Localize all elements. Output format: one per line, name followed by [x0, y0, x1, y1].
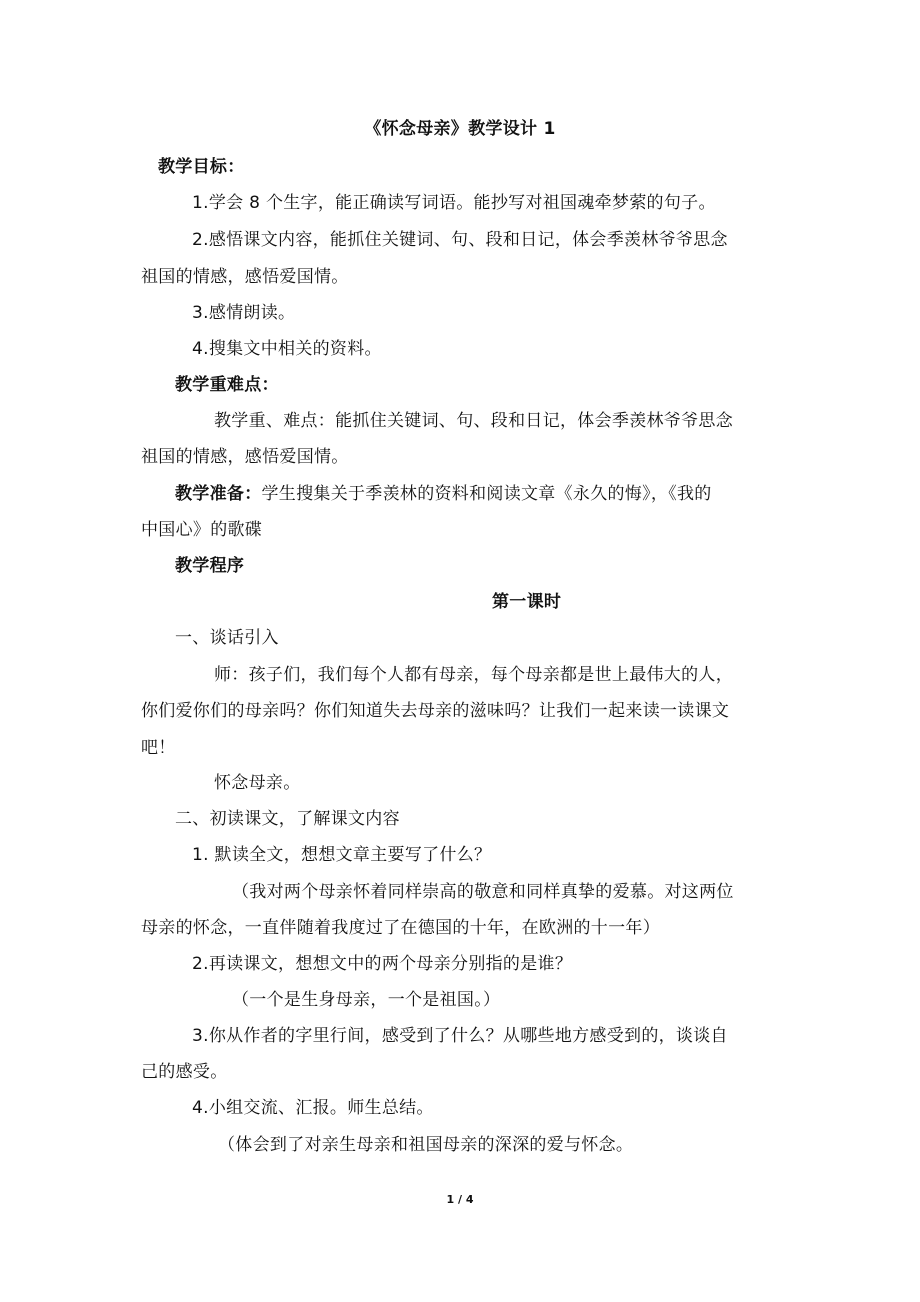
- page-number: 1 / 4: [446, 1193, 474, 1206]
- answer-1-line2: 母亲的怀念，一直伴随着我度过了在德国的十年，在欧洲的十一年）: [141, 918, 660, 938]
- step-3-line1: 3.你从作者的字里行间，感受到了什么？从哪些地方感受到的，谈谈自: [192, 1026, 728, 1046]
- key-points-line2: 祖国的情感，感悟爱国情。: [141, 447, 349, 467]
- lesson-heading: 第一课时: [492, 592, 562, 612]
- objective-4: 4.搜集文中相关的资料。: [192, 339, 382, 359]
- preparation-line1: [175, 483, 712, 505]
- teacher-line4: 怀念母亲。: [214, 773, 301, 793]
- answer-2: （一个是生身母亲，一个是祖国。）: [232, 990, 501, 1010]
- answer-4: （体会到了对亲生母亲和祖国母亲的深深的爱与怀念。: [218, 1135, 634, 1155]
- answer-1-line1: （我对两个母亲怀着同样崇高的敬意和同样真挚的爱慕。对这两位: [232, 882, 734, 902]
- objective-1: 1.学会 8 个生字，能正确读写词语。能抄写对祖国魂牵梦萦的句子。: [192, 193, 716, 213]
- step-2: 2.再读课文，想想文中的两个母亲分别指的是谁？: [192, 954, 573, 974]
- step-3-line2: 己的感受。: [141, 1062, 228, 1082]
- objective-2-line2: 祖国的情感，感悟爱国情。: [141, 267, 349, 287]
- objective-2-line1: 2.感悟课文内容，能抓住关键词、句、段和日记，体会季羡林爷爷思念: [192, 230, 728, 250]
- preparation-label: 教学准备：: [175, 484, 262, 504]
- preparation-line2: 中国心》的歌碟: [141, 520, 263, 540]
- preparation-text: 学生搜集关于季羡林的资料和阅读文章《永久的悔》，《我的: [261, 484, 712, 504]
- teacher-line1: 师：孩子们，我们每个人都有母亲，每个母亲都是世上最伟大的人，: [214, 665, 733, 685]
- step-1: 1. 默读全文，想想文章主要写了什么？: [192, 845, 492, 865]
- section-2-heading: 二、初读课文，了解课文内容: [175, 809, 400, 829]
- key-points-heading: 教学重难点：: [175, 375, 279, 395]
- document-title: 《怀念母亲》教学设计 1: [364, 119, 556, 139]
- teacher-line3: 吧！: [141, 738, 176, 758]
- key-points-line1: 教学重、难点：能抓住关键词、句、段和日记，体会季羡林爷爷思念: [214, 411, 733, 431]
- objectives-heading: 教学目标：: [158, 157, 245, 177]
- teacher-line2: 你们爱你们的母亲吗？你们知道失去母亲的滋味吗？让我们一起来读一读课文: [141, 701, 730, 721]
- step-4: 4.小组交流、汇报。师生总结。: [192, 1098, 434, 1118]
- section-1-heading: 一、谈话引入: [175, 628, 279, 648]
- objective-3: 3.感情朗读。: [192, 303, 296, 323]
- procedure-heading: 教学程序: [175, 556, 245, 576]
